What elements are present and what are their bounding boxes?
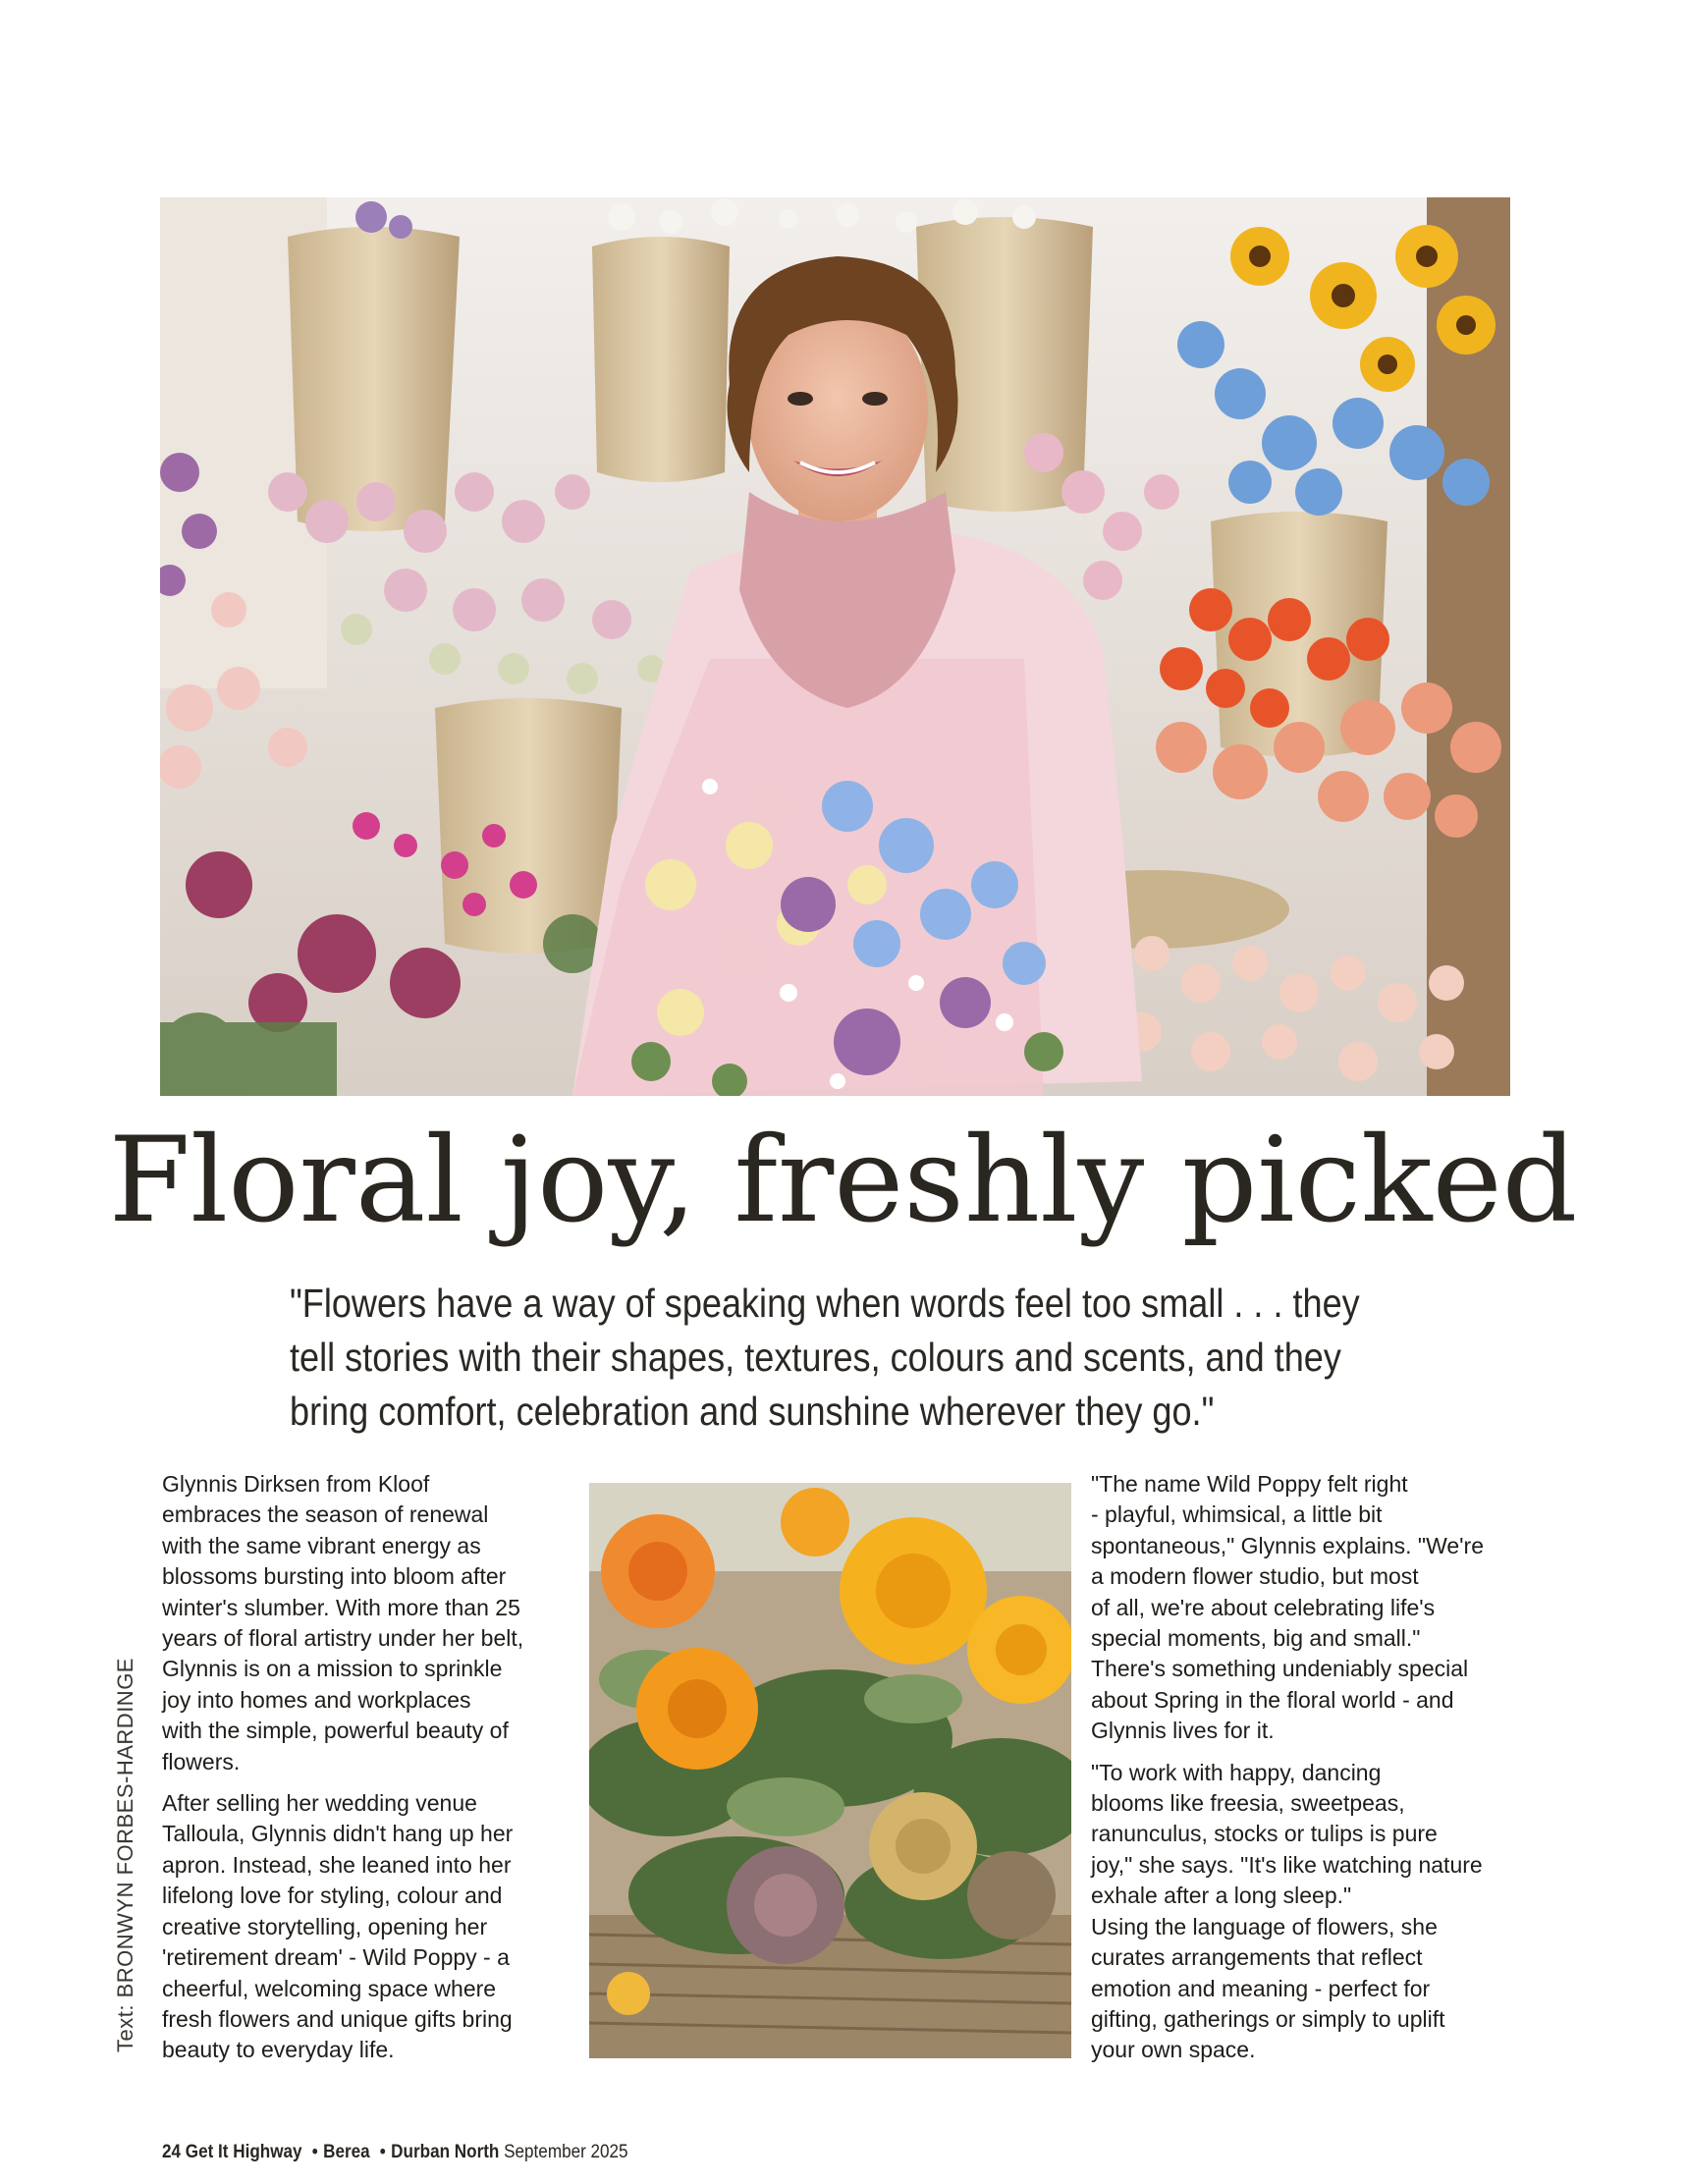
- text-line: 'retirement dream' - Wild Poppy - a: [162, 1944, 510, 1971]
- text-line: fresh flowers and unique gifts bring: [162, 2005, 513, 2032]
- text-line: a modern flower studio, but most: [1091, 1563, 1419, 1590]
- text-line: joy," she says. "It's like watching nature: [1091, 1851, 1483, 1878]
- text-line: Using the language of flowers, she: [1091, 1913, 1438, 1939]
- left-column: [162, 1469, 574, 2066]
- paragraph: [162, 1788, 574, 2066]
- text-line: embraces the season of renewal: [162, 1502, 489, 1528]
- headline: Floral joy, freshly picked: [108, 1113, 1578, 1249]
- text-line: Talloula, Glynnis didn't hang up her: [162, 1821, 514, 1847]
- text-line: blooms like freesia, sweetpeas,: [1091, 1790, 1405, 1817]
- text-line: exhale after a long sleep.": [1091, 1883, 1352, 1909]
- text-line: with the same vibrant energy as: [162, 1532, 481, 1558]
- text-line: your own space.: [1091, 2037, 1256, 2063]
- text-line: curates arrangements that reflect: [1091, 1944, 1423, 1971]
- paragraph: [162, 1469, 574, 1777]
- publication-name: Get It Highway: [185, 2142, 302, 2162]
- text-line: - playful, whimsical, a little bit: [1091, 1502, 1383, 1528]
- page-footer: [162, 2141, 628, 2164]
- text-line: flowers.: [162, 1748, 241, 1774]
- text-line: creative storytelling, opening her: [162, 1913, 488, 1939]
- text-line: Glynnis lives for it.: [1091, 1718, 1275, 1744]
- area-name: Berea: [323, 2142, 370, 2162]
- text-line: Glynnis Dirksen from Kloof: [162, 1471, 430, 1497]
- text-line: apron. Instead, she leaned into her: [162, 1851, 512, 1878]
- text-line: ranunculus, stocks or tulips is pure: [1091, 1821, 1438, 1847]
- right-column: [1091, 1469, 1523, 2066]
- text-line: about Spring in the floral world - and: [1091, 1686, 1454, 1713]
- pull-quote-line: tell stories with their shapes, textures, colours and scents, and they: [290, 1335, 1341, 1380]
- text-line: of all, we're about celebrating life's: [1091, 1594, 1436, 1620]
- text-line: After selling her wedding venue: [162, 1790, 477, 1817]
- text-line: There's something undeniably special: [1091, 1656, 1469, 1682]
- page-number: 24: [162, 2142, 182, 2162]
- pull-quote: [290, 1277, 1360, 1439]
- text-line: joy into homes and workplaces: [162, 1686, 471, 1713]
- florist-with-flowers-illustration: [160, 197, 1510, 1096]
- text-line: Glynnis is on a mission to sprinkle: [162, 1656, 503, 1682]
- text-line: special moments, big and small.": [1091, 1625, 1421, 1652]
- text-line: emotion and meaning - perfect for: [1091, 1975, 1431, 2001]
- text-line: with the simple, powerful beauty of: [162, 1718, 509, 1744]
- pull-quote-line: "Flowers have a way of speaking when words feel too small . . . they: [290, 1281, 1360, 1326]
- pull-quote-line: bring comfort, celebration and sunshine wherever they go.": [290, 1389, 1215, 1434]
- separator: •: [379, 2142, 386, 2162]
- ranunculus-illustration: [589, 1483, 1071, 2058]
- paragraph: [1091, 1758, 1523, 2066]
- text-line: "To work with happy, dancing: [1091, 1759, 1382, 1785]
- hero-photo: [160, 197, 1510, 1096]
- text-line: lifelong love for styling, colour and: [162, 1883, 503, 1909]
- ranunculus-arrangement-photo: [589, 1483, 1071, 2058]
- author-credit: Text: BRONWYN FORBES-HARDINGE: [113, 1658, 137, 2052]
- text-line: winter's slumber. With more than 25: [162, 1594, 520, 1620]
- text-line: beauty to everyday life.: [162, 2037, 395, 2063]
- text-line: years of floral artistry under her belt,: [162, 1625, 524, 1652]
- text-line: cheerful, welcoming space where: [162, 1975, 497, 2001]
- text-line: spontaneous," Glynnis explains. "We're: [1091, 1532, 1485, 1558]
- separator: •: [311, 2142, 318, 2162]
- area-name: Durban North: [391, 2142, 500, 2162]
- issue-date: September 2025: [504, 2142, 628, 2162]
- text-line: "The name Wild Poppy felt right: [1091, 1471, 1408, 1497]
- paragraph: [1091, 1469, 1523, 1747]
- text-line: blossoms bursting into bloom after: [162, 1563, 507, 1590]
- text-line: gifting, gatherings or simply to uplift: [1091, 2005, 1445, 2032]
